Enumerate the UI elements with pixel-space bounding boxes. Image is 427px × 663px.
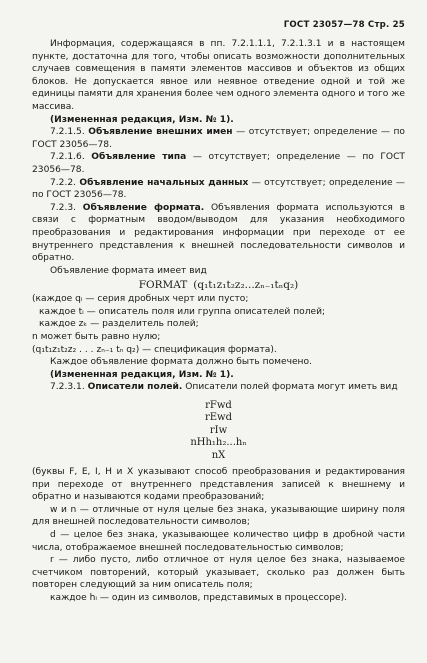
paragraph (32, 126, 405, 151)
paragraph: Объявление формата имеет вид (50, 265, 207, 276)
section-text: — отсутствует; определение — по ГОСТ 23056—78. (32, 177, 405, 201)
formula-body: (q₁t₁z₁t₂z₂...zₙ₋₁tₙq₂) (193, 279, 299, 292)
section-title: Объявление внешних имен (88, 127, 233, 138)
descriptor-item: rIw (209, 424, 228, 436)
paragraph: (каждое qᵢ — серия дробных черт или пусто; (32, 294, 249, 305)
descriptor-list (32, 400, 405, 462)
paragraph: (буквы F, E, I, H и X указывают способ преобразования и редактирования при переходе от внутреннего представления записей к внешнему и обратно и называются кодами преобразований; (32, 467, 405, 503)
paragraph (32, 381, 405, 394)
formula-keyword: FORMAT (138, 279, 188, 292)
section-title: Объявление начальных данных (79, 177, 249, 188)
paragraph: d — целое без знака, указывающее количество цифр в дробной части числа, отображаемое внешней последовательностью символов; (32, 530, 405, 553)
paragraph: Информация, содержащаяся в пп. 7.2.1.1.1, 7.2.1.3.1 и в настоящем пункте, достаточна для того, чтобы описать возможности дополнительных случаев совмещения в памяти элементов массивов и объектов из общих блоков. Не допускается явное или неявное отведение одной и той же единицы памяти для хранения более чем одного элемента одного и того же массива. (32, 39, 406, 112)
section-number: 7.2.1.6. (50, 152, 85, 163)
section-text: — отсутствует; определение — по ГОСТ 23056—78. (32, 127, 405, 150)
section-number: 7.2.1.5. (50, 127, 85, 138)
section-number: 7.2.2. (50, 177, 77, 188)
section-title: Объявление формата. (82, 202, 205, 213)
descriptor-item: rEwd (204, 412, 233, 424)
paragraph (32, 177, 405, 202)
descriptor-item: nHh₁h₂...hₙ (190, 437, 247, 449)
descriptor-item: nX (211, 449, 226, 461)
page-header: ГОСТ 23057—78 Стр. 25 (283, 20, 405, 30)
paragraph: каждое hᵢ — один из символов, представимых в процессоре). (50, 593, 348, 603)
descriptor-item: rFwd (205, 400, 232, 412)
edition-note: (Измененная редакция, Изм. № 1). (50, 114, 234, 125)
paragraph: каждое zₖ — разделитель полей; (39, 319, 199, 330)
paragraph: r — либо пусто, либо отличное от нуля целое без знака, называемое счетчиком повторений, который указывает, сколько раз должен быть повторен следующий за ним описатель поля; (32, 555, 405, 591)
format-formula (32, 279, 405, 291)
section-text: Объявления формата используются в связи с форматным вводом/выводом для указания необходимого преобразования и редактирования информации при переходе от ее внутреннего представления к внешней последовательности символов и обратно. (32, 202, 405, 264)
paragraph: (q₁t₁z₁t₂z₂ . . . zₙ₋₁ tₙ q₂) — спецификация формата). (32, 344, 277, 355)
section-number: 7.2.3. (50, 202, 77, 213)
section-text: Описатели полей формата могут иметь вид (182, 382, 398, 393)
section-title: Объявление типа (91, 152, 187, 163)
section-number: 7.2.3.1. (50, 382, 85, 393)
section-text: — отсутствует; определение — по ГОСТ 23056—78. (32, 152, 405, 175)
paragraph: w и n — отличные от нуля целые без знака, указывающие ширину поля для внешней последовательности символов; (32, 504, 405, 528)
paragraph: Каждое объявление формата должно быть помечено. (50, 357, 312, 368)
paragraph (32, 202, 405, 265)
section-title: Описатели полей. (87, 382, 183, 393)
paragraph: n может быть равно нулю; (32, 332, 161, 343)
edition-note: (Измененная редакция, Изм. № 1). (50, 369, 234, 380)
paragraph (32, 151, 405, 176)
paragraph: каждое tᵢ — описатель поля или группа описателей полей; (39, 306, 326, 317)
